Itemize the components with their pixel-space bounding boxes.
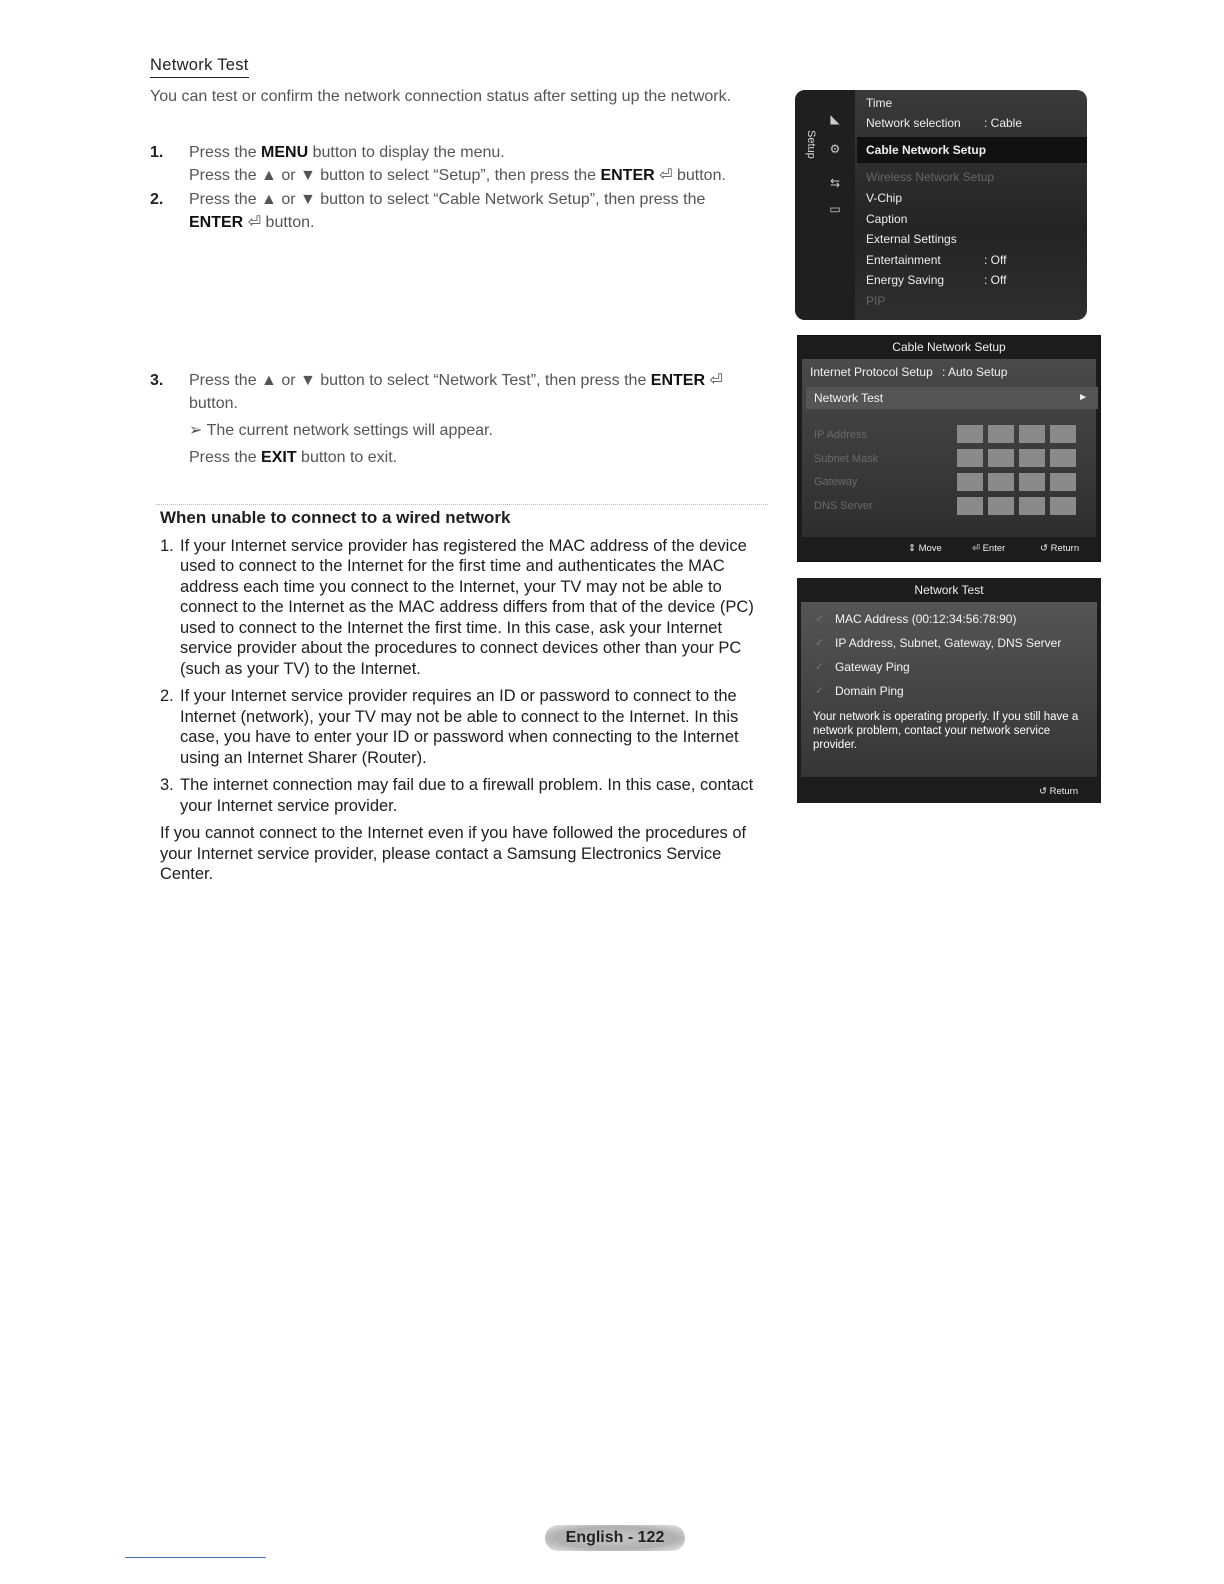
item-text: If your Internet service provider requires an ID or password to connect to the Internet (network), your TV may not be able to connect to the Internet. In this case, you have to enter your ID or password when connecting to the Internet using an Internet Sharer (Router). — [180, 687, 739, 767]
masked-value — [957, 425, 983, 443]
step-3 — [150, 369, 790, 469]
item-text: The internet connection may fail due to a firewall problem. In this case, contact your Internet service provider. — [180, 776, 754, 815]
field-label: DNS Server — [814, 500, 873, 512]
menu-item-network-selection: Network selection : Cable — [866, 116, 1023, 130]
menu-item-time: Time — [866, 96, 893, 110]
step-text: Press the ▲ or ▼ button to select “Network Test”, then press the — [189, 372, 651, 389]
menu-item-energy-saving: Energy Saving : Off — [866, 273, 1007, 287]
check-item: MAC Address (00:12:34:56:78:90) — [835, 612, 1017, 626]
step-2 — [150, 188, 790, 234]
osd-title: Cable Network Setup — [892, 340, 1006, 354]
enter-icon: ⏎ — [247, 214, 262, 231]
step-number: 3. — [150, 372, 164, 389]
menu-item-caption: Caption — [866, 212, 908, 226]
network-test-row: Network Test ► — [806, 387, 1098, 409]
masked-value — [1019, 473, 1045, 491]
enter-key: ENTER — [650, 372, 706, 389]
footer-rule — [125, 1557, 266, 1558]
item-text: If your Internet service provider has registered the MAC address of the device used to connect to the Internet for the first time and authenticates the MAC address each time you connect to the Internet, your TV may not be able to connect to the Internet as the MAC address differs from that of the device (PC) used to connect to the Internet the first time. In this case, ask your Internet service provider about the procedures to connect devices other than your PC (such as your TV) to the Internet. — [180, 536, 754, 678]
enter-hint: ⏎ Enter — [972, 543, 1006, 554]
arrow-right-icon: ► — [1078, 392, 1088, 403]
menu-item-wireless-network-setup: Wireless Network Setup — [866, 170, 995, 184]
step-text: button to display the menu. — [308, 144, 505, 161]
step-text: button. — [261, 214, 315, 231]
item-number: 3. — [160, 776, 174, 794]
enter-key: ENTER — [600, 167, 655, 184]
check-item: IP Address, Subnet, Gateway, DNS Server — [835, 636, 1062, 650]
check-item: Domain Ping — [835, 684, 904, 698]
list-item — [160, 775, 772, 816]
step-text: Press the ▲ or ▼ button to select “Cable Network Setup”, then press the — [189, 191, 706, 208]
check-icon: ✓ — [815, 661, 825, 673]
cable-network-setup-screenshot — [797, 335, 1101, 562]
list-item — [160, 536, 772, 680]
item-number: 1. — [160, 536, 174, 555]
gear-icon: ⚙ — [829, 142, 841, 156]
menu-item-external-settings: External Settings — [866, 232, 957, 246]
masked-value — [1050, 497, 1076, 515]
step-text: Press the ▲ or ▼ button to select “Setup”, then press the — [189, 167, 601, 184]
step-number: 2. — [150, 191, 164, 208]
osd-title: Network Test — [914, 583, 984, 597]
support-icon: ▭ — [829, 202, 841, 216]
masked-value — [1019, 425, 1045, 443]
network-test-screenshot — [797, 578, 1101, 803]
menu-sidebar — [795, 90, 855, 320]
list-item — [160, 686, 772, 768]
masked-value — [1019, 449, 1045, 467]
exit-key: EXIT — [261, 449, 297, 466]
page-number: English - 122 — [545, 1525, 685, 1551]
input-icon: ⇆ — [829, 176, 841, 190]
masked-value — [1050, 425, 1076, 443]
masked-value — [988, 497, 1014, 515]
masked-value — [1019, 497, 1045, 515]
step-number: 1. — [150, 144, 164, 161]
item-number: 2. — [160, 687, 174, 705]
check-icon: ✓ — [815, 613, 825, 625]
menu-item-vchip: V-Chip — [866, 191, 903, 205]
enter-icon: ⏎ — [659, 167, 673, 184]
masked-value — [957, 473, 983, 491]
return-hint: ↺ Return — [1040, 543, 1080, 554]
intro-text: You can test or confirm the network connection status after setting up the network. — [150, 88, 732, 105]
field-label: IP Address — [814, 429, 867, 441]
step-text: button to exit. — [296, 449, 398, 466]
masked-value — [1050, 473, 1076, 491]
setup-menu-screenshot — [795, 90, 1087, 320]
check-item: Gateway Ping — [835, 660, 910, 674]
closing-text: If you cannot connect to the Internet even if you have followed the procedures of your Internet service provider, please contact a Samsung Electronics Service Center. — [160, 824, 747, 883]
result-message: Your network is operating properly. If you still have a network problem, contact your network service provider. — [813, 711, 1079, 751]
section-title: Network Test — [150, 56, 249, 78]
menu-item-cable-network-setup: Cable Network Setup — [857, 137, 1087, 163]
masked-value — [988, 473, 1014, 491]
move-hint: ⇕ Move — [908, 543, 942, 554]
enter-key: ENTER — [189, 214, 244, 231]
note-arrow-icon: ➢ — [189, 422, 207, 439]
note-text: The current network settings will appear. — [206, 422, 493, 439]
enter-icon: ⏎ — [709, 372, 723, 389]
picture-icon: ◣ — [830, 112, 840, 126]
masked-value — [988, 425, 1014, 443]
masked-value — [988, 449, 1014, 467]
step-text: Press the — [189, 449, 262, 466]
check-icon: ✓ — [815, 637, 825, 649]
step-text: button. — [189, 395, 238, 412]
menu-key: MENU — [261, 144, 309, 161]
step-text: Press the — [189, 144, 262, 161]
masked-value — [957, 449, 983, 467]
field-label: Subnet Mask — [814, 453, 879, 465]
internet-protocol-setup-row: Internet Protocol Setup : Auto Setup — [810, 365, 1008, 379]
menu-item-entertainment: Entertainment : Off — [866, 253, 1007, 267]
check-icon: ✓ — [815, 685, 825, 697]
masked-value — [1050, 449, 1076, 467]
troubleshooting-heading: When unable to connect to a wired network — [160, 508, 511, 527]
menu-item-pip: PIP — [866, 294, 886, 308]
field-label: Gateway — [814, 476, 858, 488]
step-text: button. — [672, 167, 726, 184]
troubleshooting-section — [160, 508, 772, 885]
return-hint: ↺ Return — [1039, 786, 1079, 797]
step-1 — [150, 141, 790, 187]
setup-side-label: Setup — [805, 130, 817, 159]
masked-value — [957, 497, 983, 515]
